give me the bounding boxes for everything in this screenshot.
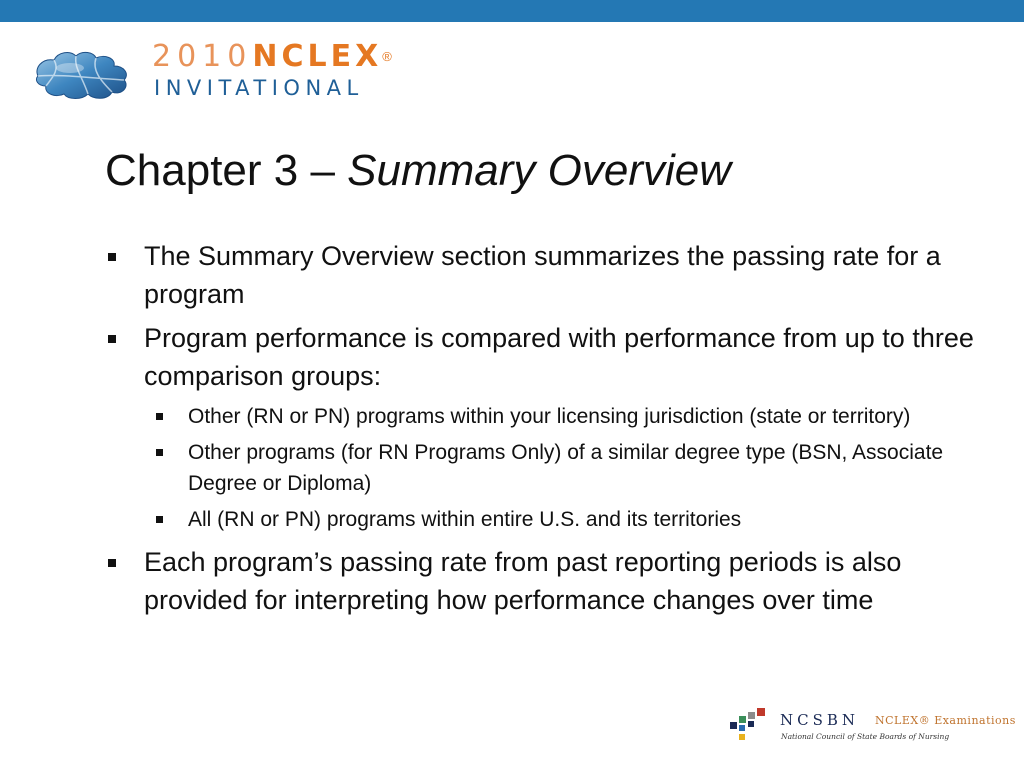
- footer-org-full: National Council of State Boards of Nursing: [781, 732, 950, 741]
- bullet-marker-icon: [108, 319, 116, 357]
- logo-year: 2010: [152, 39, 253, 74]
- footer-org: NCSBN: [780, 711, 860, 729]
- logo-registered-mark: ®: [382, 49, 392, 64]
- title-main: Chapter 3 –: [105, 146, 348, 195]
- sub-bullet-item: [105, 437, 1005, 499]
- bullet-marker-icon: [108, 543, 116, 581]
- bullet-text: The Summary Overview section summarizes the passing rate for a program: [144, 241, 941, 309]
- title-italic: Summary Overview: [347, 146, 731, 195]
- bullet-list: [105, 237, 1005, 625]
- bullet-text: Program performance is compared with performance from up to three comparison groups:: [144, 323, 974, 391]
- footer-product: NCLEX® Examinations: [875, 714, 1016, 727]
- sub-bullet-marker-icon: [156, 401, 163, 432]
- ncsbn-squares-icon: [728, 708, 776, 742]
- puzzle-globe-icon: [30, 46, 134, 104]
- sub-bullet-marker-icon: [156, 437, 163, 468]
- top-accent-bar: [0, 0, 1024, 22]
- logo-brand: NCLEX: [252, 39, 383, 74]
- nclex-invitational-logo: [30, 40, 390, 110]
- sub-bullet-text: Other programs (for RN Programs Only) of a similar degree type (BSN, Associate Degree or Diploma): [188, 441, 944, 495]
- sub-bullet-item: [105, 401, 1005, 432]
- bullet-text: Each program’s passing rate from past reporting periods is also provided for interpreting how performance changes over time: [144, 547, 902, 615]
- slide-title: [105, 145, 731, 197]
- bullet-item: [105, 543, 1005, 619]
- sub-bullet-marker-icon: [156, 504, 163, 535]
- ncsbn-footer-logo: [728, 706, 1016, 746]
- bullet-item: [105, 319, 1005, 395]
- sub-bullet-text: All (RN or PN) programs within entire U.S. and its territories: [188, 508, 742, 531]
- sub-bullet-text: Other (RN or PN) programs within your licensing jurisdiction (state or territory): [188, 405, 911, 428]
- bullet-item: [105, 237, 1005, 313]
- logo-subtitle: INVITATIONAL: [154, 76, 364, 100]
- sub-bullet-item: [105, 504, 1005, 535]
- bullet-marker-icon: [108, 237, 116, 275]
